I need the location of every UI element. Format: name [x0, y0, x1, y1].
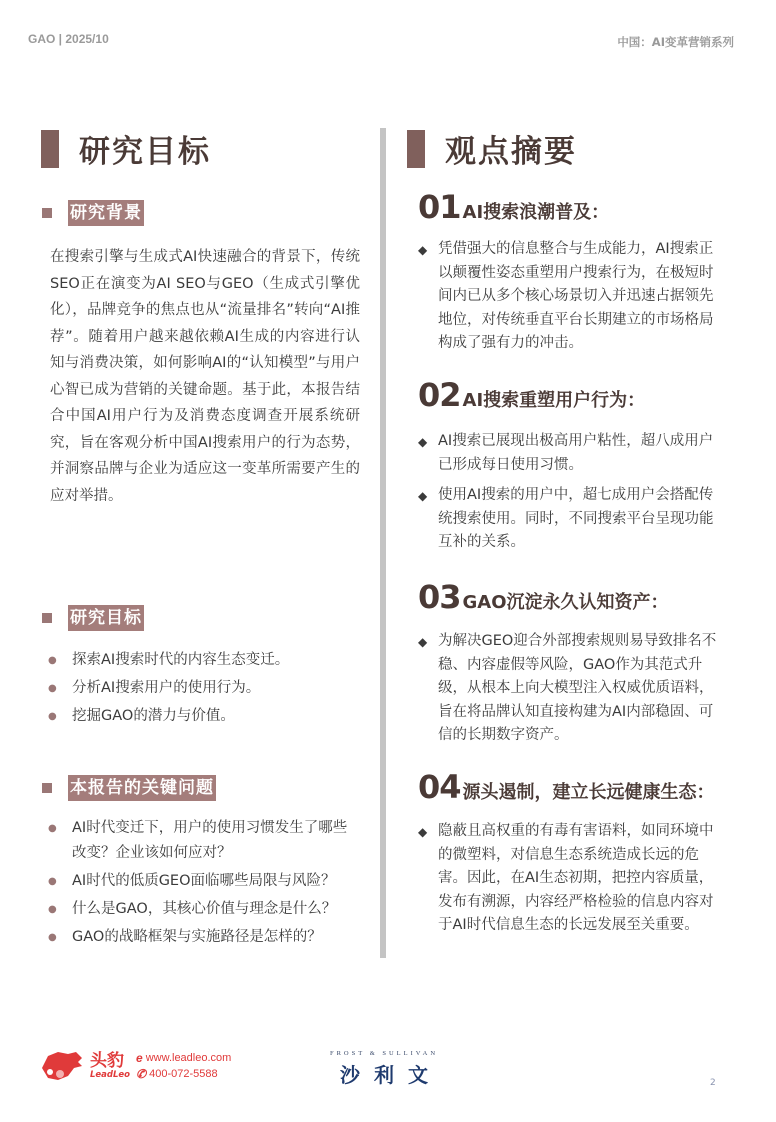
diamond-bullet-icon: ◆: [418, 243, 428, 257]
phone-icon: ✆: [136, 1067, 147, 1081]
insight-heading-02: 02 AI搜索重塑用户行为：: [418, 376, 646, 414]
insight-heading-03: 03 GAO沉淀永久认知资产：: [418, 578, 669, 616]
leadleo-footer: [38, 1048, 231, 1084]
phone-number: 400-072-5588: [149, 1068, 218, 1080]
diamond-bullet-icon: ◆: [418, 825, 428, 839]
square-bullet-icon: [42, 613, 52, 623]
web-icon: e: [136, 1051, 143, 1065]
dot-bullet-icon: ●: [48, 876, 57, 887]
insight-bullet: ◆ AI搜索已展现出极高用户粘性，超八成用户已形成每日使用习惯。: [418, 430, 723, 477]
dot-bullet-icon: ●: [48, 823, 57, 834]
list-item: ● 挖掘GAO的潜力与价值。: [46, 704, 362, 729]
section-title-research-goals: 研究目标: [41, 126, 211, 171]
insight-bullet: ◆ 为解决GEO迎合外部搜索规则易导致排名不稳、内容虚假等风险，GAO作为其范式升级，从根本上向大模型注入权威优质语料，旨在将品牌认知直接构建为AI内部稳固、可信的长期数字资产。: [418, 630, 723, 748]
dot-bullet-icon: ●: [48, 711, 57, 722]
dot-bullet-icon: ●: [48, 683, 57, 694]
leadleo-brand: 头豹 LeadLeo: [90, 1051, 131, 1080]
list-item: ● 探索AI搜索时代的内容生态变迁。: [46, 648, 362, 673]
insight-bullet: ◆ 使用AI搜索的用户中，超七成用户会搭配传统搜索使用。同时，不同搜索平台呈现功能互补的关系。: [418, 484, 723, 555]
subheading-background: 研究背景: [42, 200, 144, 226]
list-item: ● 分析AI搜索用户的使用行为。: [46, 676, 362, 701]
website-link[interactable]: www.leadleo.com: [145, 1052, 232, 1064]
series-title: 中国：AI变革营销系列: [617, 35, 734, 49]
section-title-key-insights: 观点摘要: [407, 126, 577, 171]
square-bullet-icon: [42, 783, 52, 793]
list-item: ● AI时代变迁下，用户的使用习惯发生了哪些改变？企业该如何应对？: [46, 816, 362, 866]
title-accent-bar: [407, 130, 425, 168]
column-divider: [380, 128, 386, 958]
diamond-bullet-icon: ◆: [418, 635, 428, 649]
dot-bullet-icon: ●: [48, 932, 57, 943]
dot-bullet-icon: ●: [48, 655, 57, 666]
subheading-objectives: 研究目标: [42, 605, 144, 631]
dot-bullet-icon: ●: [48, 904, 57, 915]
objectives-list: [46, 648, 362, 732]
insight-bullet: ◆ 凭借强大的信息整合与生成能力，AI搜索正以颠覆性姿态重塑用户搜索行为，在极短时间内已从多个核心场景切入并迅速占据领先地位，对传统垂直平台长期建立的市场格局构成了强有力的冲击。: [418, 238, 723, 356]
leopard-logo-icon: [38, 1048, 86, 1084]
insight-heading-04: 04 源头遏制，建立长远健康生态：: [418, 768, 715, 806]
report-tag: GAO | 2025/10: [28, 32, 109, 46]
contact-info: [136, 1050, 231, 1082]
insight-heading-01: 01 AI搜索浪潮普及：: [418, 188, 610, 226]
list-item: ● AI时代的低质GEO面临哪些局限与风险？: [46, 869, 362, 894]
list-item: ● GAO的战略框架与实施路径是怎样的？: [46, 925, 362, 950]
square-bullet-icon: [42, 208, 52, 218]
key-questions-list: [46, 816, 362, 953]
subheading-key-questions: 本报告的关键问题: [42, 775, 216, 801]
insight-bullet: ◆ 隐蔽且高权重的有毒有害语料，如同环境中的微塑料，对信息生态系统造成长远的危害。因此，在AI生态初期，把控内容质量，发布有溯源，内容经严格检验的信息内容对于AI时代信息生态的长远发展至关重要。: [418, 820, 723, 938]
diamond-bullet-icon: ◆: [418, 435, 428, 449]
diamond-bullet-icon: ◆: [418, 489, 428, 503]
list-item: ● 什么是GAO，其核心价值与理念是什么？: [46, 897, 362, 922]
background-paragraph: 在搜索引擎与生成式AI快速融合的背景下，传统SEO正在演变为AI SEO与GEO（生成式引擎优化），品牌竞争的焦点也从“流量排名”转向“AI推荐”。随着用户越来越依赖AI生成的内容进行认知与消费决策，如何影响AI的“认知模型”与用户心智已成为营销的关键命题。基于此，本报告结合中国AI用户行为及消费态度调查开展系统研究，旨在客观分析中国AI搜索用户的行为态势，并洞察品牌与企业为适应这一变革所需要产生的应对举措。: [50, 249, 360, 504]
title-accent-bar: [41, 130, 59, 168]
frost-sullivan-logo: FROST & SULLIVAN 沙利文: [329, 1050, 442, 1087]
page-number: 2: [710, 1078, 716, 1088]
